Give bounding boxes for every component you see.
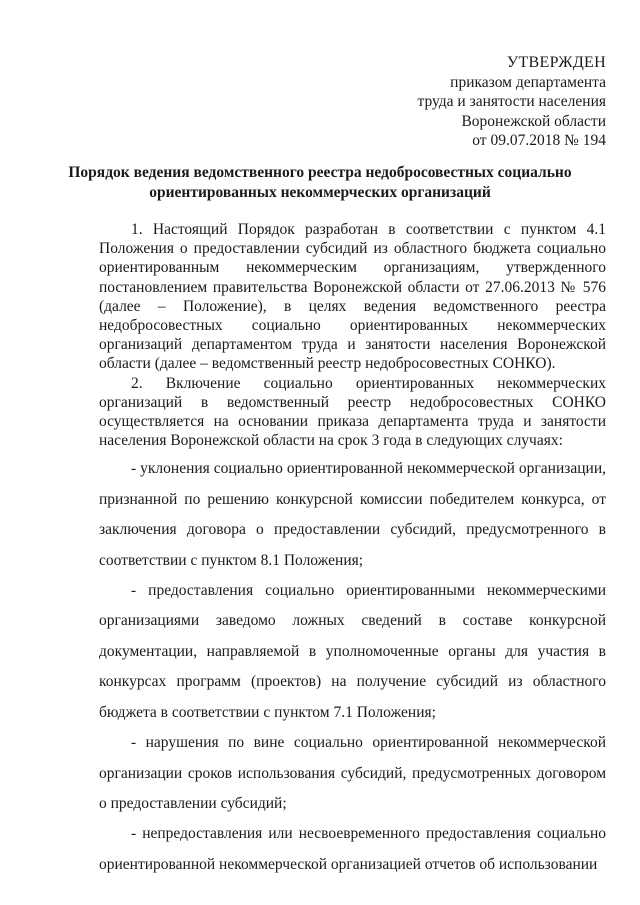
paragraph-1: 1. Настоящий Порядок разработан в соответствии с пунктом 4.1 Положения о предоставлении субсидий из областного бюджета социально ориентированным некоммерческим организациям, утвержденного постановлением правительства Воронежской области от 27.06.2013 № 576 (далее – Положение), в целях ведения ведомственного реестра недобросовестных социально ориентированных некоммерческих организаций департаментом труда и занятости населения Воронежской области (далее – ведомственный реестр недобросовестных СОНКО). xyxy=(99,221,606,373)
title-line: Порядок ведения ведомственного реестра недобросовестных социально xyxy=(68,164,572,181)
approval-line: приказом департамента xyxy=(450,73,606,91)
approval-line: Воронежской области xyxy=(461,112,606,130)
list-item: - предоставления социально ориентированными некоммерческими организациями заведомо ложных сведений в составе конкурсной документации, направляемой в уполномоченные органы для участия в конкурсах программ (проектов) на получение субсидий из областного бюджета в соответствии с пунктом 7.1 Положения; xyxy=(99,582,606,721)
document-title xyxy=(60,163,580,202)
list-item: - уклонения социально ориентированной некоммерческой организации, признанной по решению конкурсной комиссии победителем конкурса, от заключения договора о предоставлении субсидий, предусмотренного в соответствии с пунктом 8.1 Положения; xyxy=(99,460,606,569)
approval-order-date: от 09.07.2018 № 194 xyxy=(472,132,606,149)
title-line: ориентированных некоммерческих организаций xyxy=(149,183,491,201)
paragraph-2: 2. Включение социально ориентированных некоммерческих организаций в ведомственный реестр недобросовестных СОНКО осуществляется на основании приказа департамента труда и занятости населения Воронежской области на срок 3 года в следующих случаях: xyxy=(99,374,606,450)
approval-stamp xyxy=(417,53,606,151)
approval-heading: УТВЕРЖДЕН xyxy=(506,54,606,71)
document-body xyxy=(99,220,606,880)
list-item: - непредоставления или несвоевременного предоставления социально ориентированной некоммерческой организацией отчетов об использовании xyxy=(99,825,606,873)
approval-line: труда и занятости населения xyxy=(417,93,606,110)
list-item: - нарушения по вине социально ориентированной некоммерческой организации сроков использования субсидий, предусмотренных договором о предоставлении субсидий; xyxy=(99,734,606,812)
